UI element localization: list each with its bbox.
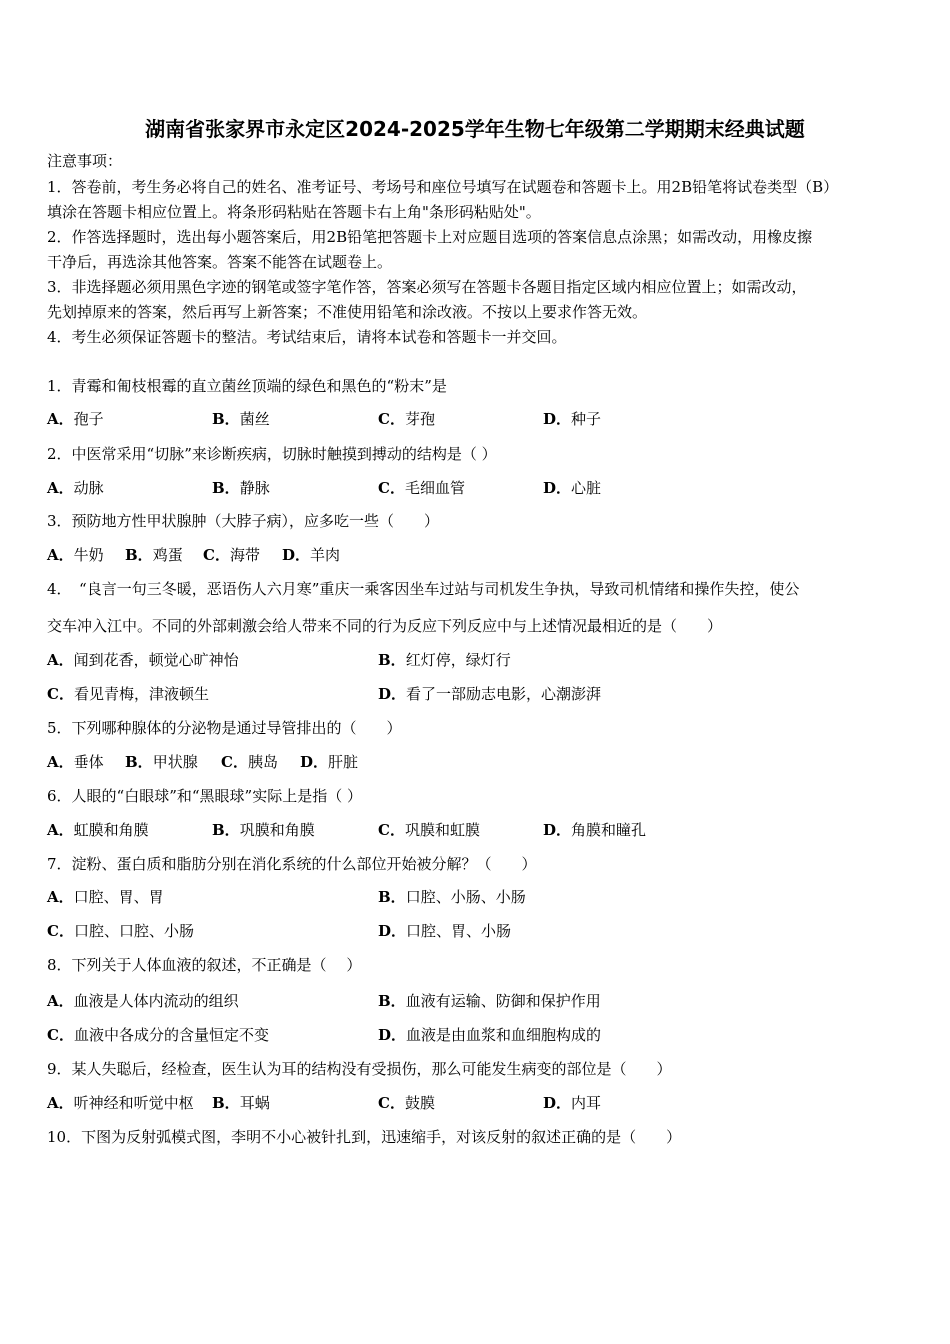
option-b: B．静脉 bbox=[212, 479, 270, 497]
option-a: A．动脉 bbox=[47, 479, 104, 497]
question-10-stem: 10．下图为反射弧模式图，李明不小心被针扎到，迅速缩手，对该反射的叙述正确的是（ ） bbox=[47, 1128, 682, 1146]
option-b: B．甲状腺 bbox=[125, 753, 198, 771]
question-6-stem: 6．人眼的“白眼球”和“黑眼球”实际上是指（ ） bbox=[47, 787, 362, 805]
page-title: 湖南省张家界市永定区2024-2025学年生物七年级第二学期期末经典试题 bbox=[145, 117, 805, 141]
option-c: C．看见青梅，津液顿生 bbox=[47, 685, 209, 703]
notes-heading: 注意事项： bbox=[47, 152, 123, 170]
notes-line: 填涂在答题卡相应位置上。将条形码粘贴在答题卡右上角"条形码粘贴处"。 bbox=[47, 203, 541, 221]
option-d: D．血液是由血浆和血细胞构成的 bbox=[378, 1026, 602, 1044]
option-c: C．芽孢 bbox=[378, 410, 435, 428]
notes-line: 3．非选择题必须用黑色字迹的钢笔或签字笔作答，答案必须写在答题卡各题目指定区域内相应位置上；如需改动， bbox=[47, 278, 807, 296]
question-2-stem: 2．中医常采用“切脉”来诊断疾病，切脉时触摸到搏动的结构是（ ） bbox=[47, 445, 497, 463]
option-d: D．内耳 bbox=[543, 1094, 602, 1112]
option-c: C．毛细血管 bbox=[378, 479, 465, 497]
option-d: D．羊肉 bbox=[282, 546, 341, 564]
question-4-stem: 4． “良言一句三冬暖，恶语伤人六月寒”重庆一乘客因坐车过站与司机发生争执，导致司机情绪和操作失控，使公 bbox=[47, 580, 800, 598]
option-d: D．口腔、胃、小肠 bbox=[378, 922, 512, 940]
option-d: D．角膜和瞳孔 bbox=[543, 821, 647, 839]
option-c: C．鼓膜 bbox=[378, 1094, 435, 1112]
question-3-stem: 3．预防地方性甲状腺肿（大脖子病），应多吃一些（ ） bbox=[47, 512, 440, 530]
option-b: B．红灯停，绿灯行 bbox=[378, 651, 511, 669]
option-c: C．海带 bbox=[203, 546, 260, 564]
notes-line: 先划掉原来的答案，然后再写上新答案；不准使用铅笔和涂改液。不按以上要求作答无效。 bbox=[47, 303, 648, 321]
option-d: D．种子 bbox=[543, 410, 602, 428]
option-c: C．口腔、口腔、小肠 bbox=[47, 922, 194, 940]
notes-line: 1．答卷前，考生务必将自己的姓名、准考证号、考场号和座位号填写在试题卷和答题卡上。用2B铅笔将试卷类型（B） bbox=[47, 178, 839, 196]
option-b: B．鸡蛋 bbox=[125, 546, 183, 564]
question-9-stem: 9．某人失聪后，经检查，医生认为耳的结构没有受损伤，那么可能发生病变的部位是（ ） bbox=[47, 1060, 672, 1078]
option-b: B．口腔、小肠、小肠 bbox=[378, 888, 526, 906]
question-7-stem: 7．淀粉、蛋白质和脂肪分别在消化系统的什么部位开始被分解？（ ） bbox=[47, 855, 537, 873]
option-b: B．血液有运输、防御和保护作用 bbox=[378, 992, 601, 1010]
question-8-stem: 8．下列关于人体血液的叙述，不正确是（ ） bbox=[47, 956, 362, 974]
option-a: A．垂体 bbox=[47, 753, 104, 771]
notes-line: 2．作答选择题时，选出每小题答案后，用2B铅笔把答题卡上对应题目选项的答案信息点涂黑；如需改动，用橡皮擦 bbox=[47, 228, 813, 246]
option-c: C．巩膜和虹膜 bbox=[378, 821, 480, 839]
notes-line: 4．考生必须保证答题卡的整洁。考试结束后，请将本试卷和答题卡一并交回。 bbox=[47, 328, 567, 346]
question-5-stem: 5．下列哪种腺体的分泌物是通过导管排出的（ ） bbox=[47, 719, 402, 737]
option-d: D．心脏 bbox=[543, 479, 602, 497]
notes-line: 干净后，再选涂其他答案。答案不能答在试题卷上。 bbox=[47, 253, 393, 271]
option-b: B．耳蜗 bbox=[212, 1094, 270, 1112]
option-d: D．肝脏 bbox=[300, 753, 359, 771]
option-a: A．口腔、胃、胃 bbox=[47, 888, 164, 906]
option-c: C．血液中各成分的含量恒定不变 bbox=[47, 1026, 269, 1044]
option-c: C．胰岛 bbox=[221, 753, 278, 771]
option-a: A．孢子 bbox=[47, 410, 104, 428]
option-a: A．闻到花香，顿觉心旷神怡 bbox=[47, 651, 239, 669]
option-a: A．听神经和听觉中枢 bbox=[47, 1094, 194, 1112]
option-a: A．虹膜和角膜 bbox=[47, 821, 149, 839]
option-b: B．菌丝 bbox=[212, 410, 270, 428]
question-1-stem: 1．青霉和匍枝根霉的直立菌丝顶端的绿色和黑色的“粉末”是 bbox=[47, 377, 447, 395]
option-a: A．牛奶 bbox=[47, 546, 104, 564]
option-a: A．血液是人体内流动的组织 bbox=[47, 992, 239, 1010]
option-d: D．看了一部励志电影，心潮澎湃 bbox=[378, 685, 602, 703]
option-b: B．巩膜和角膜 bbox=[212, 821, 315, 839]
question-4-stem-cont: 交车冲入江中。不同的外部刺激会给人带来不同的行为反应下列反应中与上述情况最相近的是（ ） bbox=[47, 617, 723, 635]
